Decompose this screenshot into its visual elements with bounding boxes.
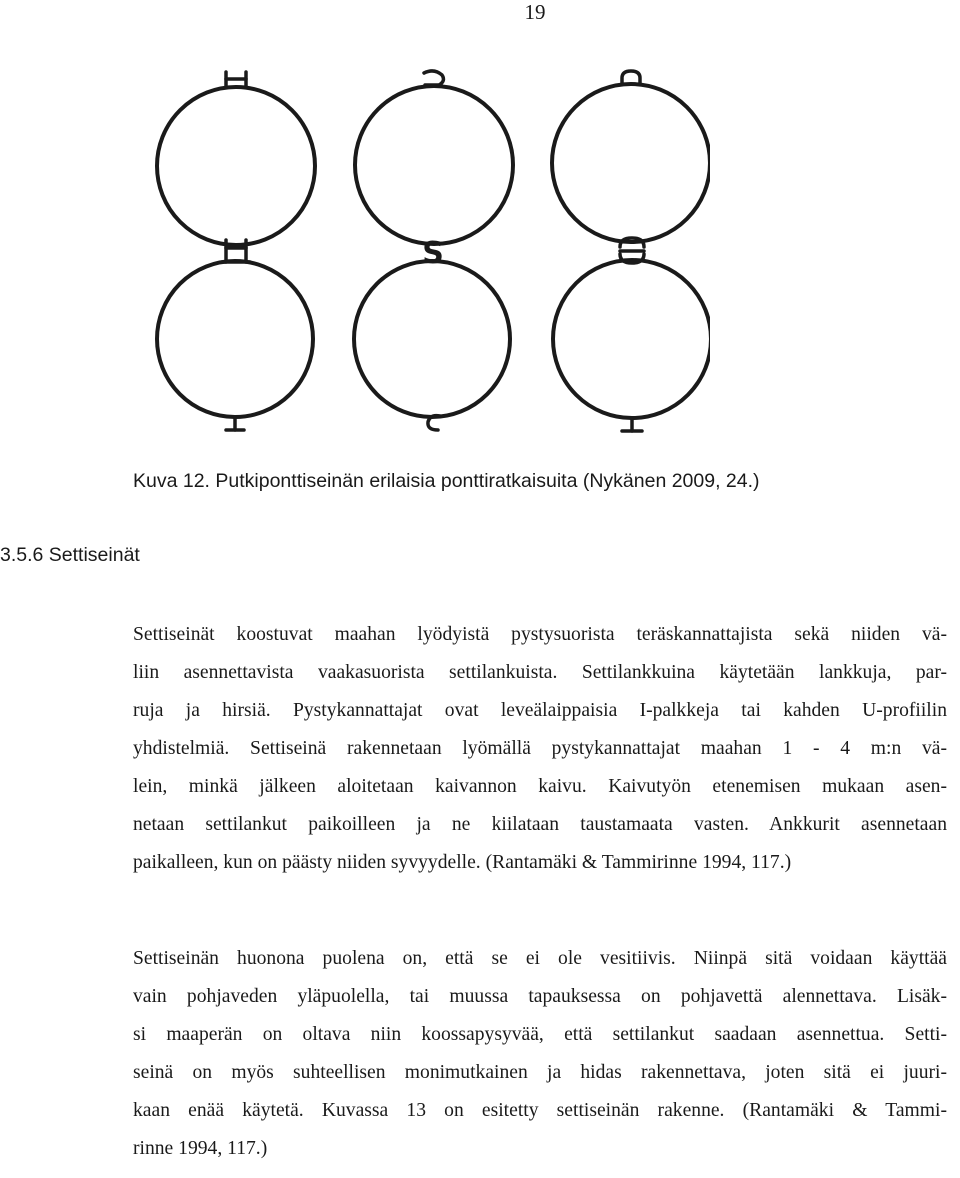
pipe-top-middle <box>355 86 513 244</box>
paragraph-line: rinne 1994, 117.) <box>133 1138 268 1159</box>
pipe-bottom-left <box>157 261 313 417</box>
section-heading <box>0 542 140 568</box>
paragraph-line: liin asennettavista vaakasuorista settilankuista. Settilankkuina käytetään lankkuja, par- <box>133 662 947 683</box>
pipe-top-right <box>552 84 710 242</box>
pipe-top-left <box>157 87 315 245</box>
pipe-pile-joint-figure <box>150 58 710 438</box>
t-profile-joint-bottom-left <box>226 417 244 430</box>
paragraph-line: vain pohjaveden yläpuolella, tai muussa tapauksessa on pohjavettä alennettava. Lisäk- <box>133 986 947 1007</box>
s-joint-label: S <box>422 236 444 271</box>
page-number: 19 <box>524 0 546 24</box>
paragraph-line: Settiseinät koostuvat maahan lyödyistä pystysuorista teräskannattajista sekä niiden vä- <box>133 624 947 645</box>
paragraph-line: lein, minkä jälkeen aloitetaan kaivannon kaivu. Kaivutyön etenemisen mukaan asen- <box>133 776 947 797</box>
paragraph-line: seinä on myös suhteellisen monimutkainen ja hidas rakennettava, joten sitä ei juuri- <box>133 1062 947 1083</box>
paragraph-line: si maaperän on oltava niin koossapysyvää, että settilankut saadaan asennettua. Setti- <box>133 1024 947 1045</box>
paragraph-line: Settiseinän huonona puolena on, että se ei ole vesitiivis. Niinpä sitä voidaan käyttää <box>133 948 947 969</box>
paragraph-line: paikalleen, kun on päästy niiden syvyydelle. (Rantamäki & Tammirinne 1994, 117.) <box>133 852 792 873</box>
pipe-bottom-middle <box>354 261 510 417</box>
section-heading-text: 3.5.6 Settiseinät <box>0 544 140 566</box>
paragraph-1 <box>133 616 947 882</box>
pipe-bottom-right <box>553 260 710 418</box>
paragraph-line: netaan settilankut paikoilleen ja ne kiilataan taustamaata vasten. Ankkurit asennetaan <box>133 814 947 835</box>
paragraph-line: yhdistelmiä. Settiseinä rakennetaan lyömällä pystykannattajat maahan 1 - 4 m:n vä- <box>133 738 947 759</box>
figure-caption: Kuva 12. Putkiponttiseinän erilaisia ponttiratkaisuita (Nykänen 2009, 24.) <box>133 470 760 492</box>
hook-joint-top-middle <box>424 71 443 85</box>
paragraph-2 <box>133 940 947 1168</box>
paragraph-line: ruja ja hirsiä. Pystykannattajat ovat leveälaippaisia I-palkkeja tai kahden U-profiilin <box>133 700 947 721</box>
t-profile-joint-bottom-right <box>622 418 642 431</box>
paragraph-line: kaan enää käytetä. Kuvassa 13 on esitetty settiseinän rakenne. (Rantamäki & Tammi- <box>133 1100 947 1121</box>
h-profile-joint-top-left <box>226 72 246 87</box>
